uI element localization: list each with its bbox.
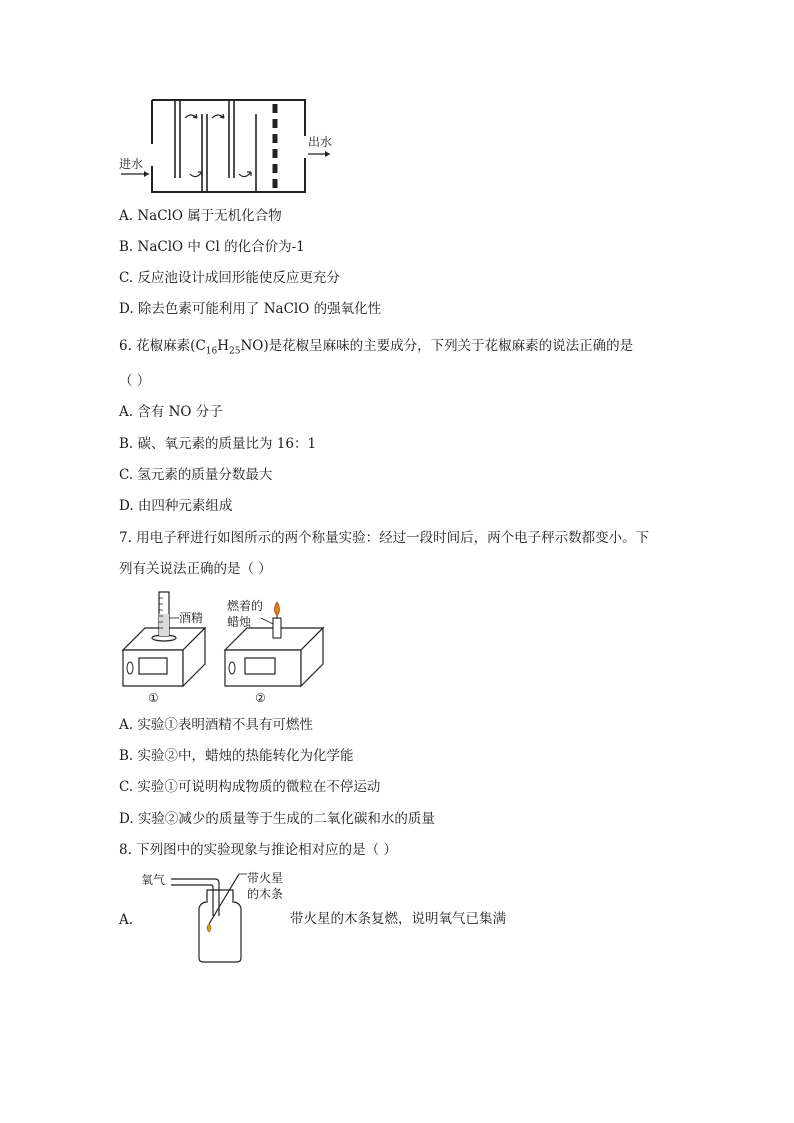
q7-stem-line1: 7. 用电子秤进行如图所示的两个称量实验：经过一段时间后，两个电子秤示数都变小。下: [119, 530, 650, 546]
gas-bottle-figure: [135, 868, 305, 968]
q6-option-a: A. 含有 NO 分子: [119, 404, 223, 420]
q7-option-b: B. 实验②中，蜡烛的热能转化为化学能: [119, 748, 354, 764]
q6-stem: [119, 337, 633, 361]
candle-label-line2: 蜡烛: [227, 615, 252, 629]
q7-option-d: D. 实验②减少的质量等于生成的二氧化碳和水的质量: [119, 811, 435, 827]
q6-answer-blank: （ ）: [119, 373, 151, 389]
q6-prefix: 6. 花椒麻素(: [119, 338, 196, 354]
q7-option-c: C. 实验①可说明构成物质的微粒在不停运动: [119, 779, 381, 795]
candle-label-line1: 燃着的: [227, 599, 264, 613]
oxygen-label: 氧气: [141, 873, 166, 887]
q7-option-a: A. 实验①表明酒精不具有可燃性: [119, 717, 313, 733]
reaction-tank-figure: [115, 96, 345, 196]
q5-option-d: D. 除去色素可能利用了 NaClO 的强氧化性: [119, 301, 382, 317]
experiment-1-number: ①: [148, 691, 159, 705]
q6-formula: $C_{16}H_{25}NO$: [195, 338, 264, 357]
q8-option-a-text: 带火星的木条复燃，说明氧气已集满: [290, 911, 506, 927]
out-water-label: 出水: [308, 135, 333, 149]
q6-option-d: D. 由四种元素组成: [119, 498, 233, 514]
scales-figure: [115, 588, 335, 708]
q5-option-a: A. NaClO 属于无机化合物: [119, 208, 282, 224]
q5-option-b: B. NaClO 中 Cl 的化合价为-1: [119, 239, 305, 255]
in-water-label: 进水: [119, 157, 144, 171]
q5-option-c: C. 反应池设计成回形能使反应更充分: [119, 270, 340, 286]
glowing-stick-label-line2: 的木条: [247, 887, 284, 901]
q8-option-a-letter: A.: [119, 912, 134, 928]
q6-option-c: C. 氢元素的质量分数最大: [119, 467, 273, 483]
q6-option-b: B. 碳、氧元素的质量比为 16：1: [119, 436, 317, 452]
experiment-2-number: ②: [255, 691, 266, 705]
glowing-stick-label-line1: 带火星: [247, 871, 284, 885]
q8-stem: 8. 下列图中的实验现象与推论相对应的是（ ）: [119, 842, 397, 858]
alcohol-label: 酒精: [179, 611, 204, 625]
q6-suffix: )是花椒呈麻味的主要成分，下列关于花椒麻素的说法正确的是: [263, 338, 634, 354]
q7-stem-line2: 列有关说法正确的是（ ）: [119, 561, 272, 577]
